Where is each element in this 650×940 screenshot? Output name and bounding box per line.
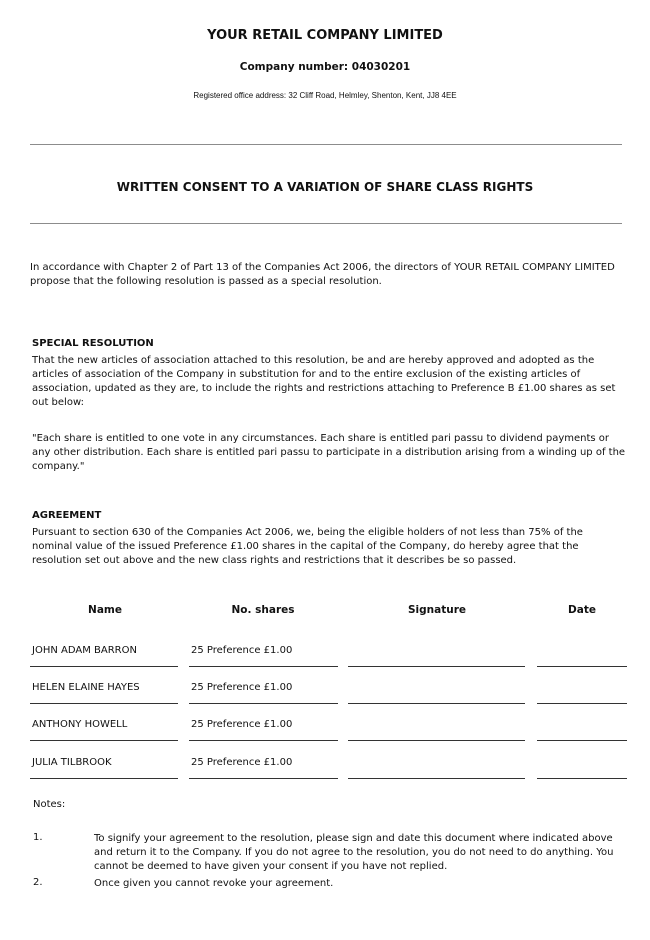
shares-underline (189, 703, 338, 704)
special-resolution-text: That the new articles of association attached to this resolution, be and are hereby approved and adopted as the articles of association of the Company in substitution for and to the entire exclusion of the existing articles of association, updated as they are, to include the rights and restrictions attaching to Preference B £1.00 shares as set out below: (32, 355, 616, 408)
name-underline (30, 703, 178, 704)
date-line[interactable] (537, 703, 627, 704)
column-header-signature: Signature (407, 604, 467, 616)
holder-shares: 25 Preference £1.00 (191, 682, 293, 693)
name-underline (30, 666, 178, 667)
holder-name: HELEN ELAINE HAYES (32, 682, 140, 693)
signature-line[interactable] (348, 740, 525, 741)
name-underline (30, 778, 178, 779)
date-line[interactable] (537, 778, 627, 779)
company-name: YOUR RETAIL COMPANY LIMITED (207, 28, 443, 43)
shares-underline (189, 740, 338, 741)
signature-line[interactable] (348, 778, 525, 779)
date-line[interactable] (537, 740, 627, 741)
share-rights-quote: "Each share is entitled to one vote in any circumstances. Each share is entitled pari passu to dividend payments or any other distribution. Each share is entitled pari passu to participate in a distribution arising from a winding up of the company." (32, 433, 626, 472)
date-line[interactable] (537, 666, 627, 667)
registered-office-address: Registered office address: 32 Cliff Road, Helmley, Shenton, Kent, JJ8 4EE (193, 91, 457, 100)
holder-name: JOHN ADAM BARRON (32, 645, 137, 656)
holder-name: ANTHONY HOWELL (32, 719, 128, 730)
document-title: WRITTEN CONSENT TO A VARIATION OF SHARE CLASS RIGHTS (116, 180, 534, 194)
shares-underline (189, 666, 338, 667)
note-number: 2. (33, 877, 43, 888)
company-number: Company number: 04030201 (239, 61, 411, 73)
signature-line[interactable] (348, 666, 525, 667)
agreement-text: Pursuant to section 630 of the Companies Act 2006, we, being the eligible holders of not less than 75% of the nominal value of the issued Preference £1.00 shares in the capital of the Company, do hereby agree that the resolution set out above and the new class rights and restrictions that it describes be so passed. (32, 527, 583, 566)
name-underline (30, 740, 178, 741)
note-text: To signify your agreement to the resolution, please sign and date this document where indicated above and return it to the Company. If you do not agree to the resolution, you do not need to do anything. You cannot be deemed to have given your consent if you have not replied. (94, 833, 614, 872)
title-divider (30, 223, 622, 224)
special-resolution-heading: SPECIAL RESOLUTION (32, 338, 154, 349)
holder-name: JULIA TILBROOK (32, 757, 112, 768)
shares-underline (189, 778, 338, 779)
holder-shares: 25 Preference £1.00 (191, 757, 293, 768)
signature-line[interactable] (348, 703, 525, 704)
holder-shares: 25 Preference £1.00 (191, 645, 293, 656)
top-divider (30, 144, 622, 145)
agreement-heading: AGREEMENT (32, 510, 102, 521)
column-header-name: Name (88, 604, 122, 616)
column-header-date: Date (568, 604, 596, 616)
intro-paragraph: In accordance with Chapter 2 of Part 13 of the Companies Act 2006, the directors of YOUR RETAIL COMPANY LIMITED propose that the following resolution is passed as a special resolution. (30, 262, 615, 287)
note-number: 1. (33, 832, 43, 843)
notes-label: Notes: (33, 799, 66, 810)
column-header-shares: No. shares (231, 604, 295, 616)
note-text: Once given you cannot revoke your agreement. (94, 878, 334, 889)
holder-shares: 25 Preference £1.00 (191, 719, 293, 730)
